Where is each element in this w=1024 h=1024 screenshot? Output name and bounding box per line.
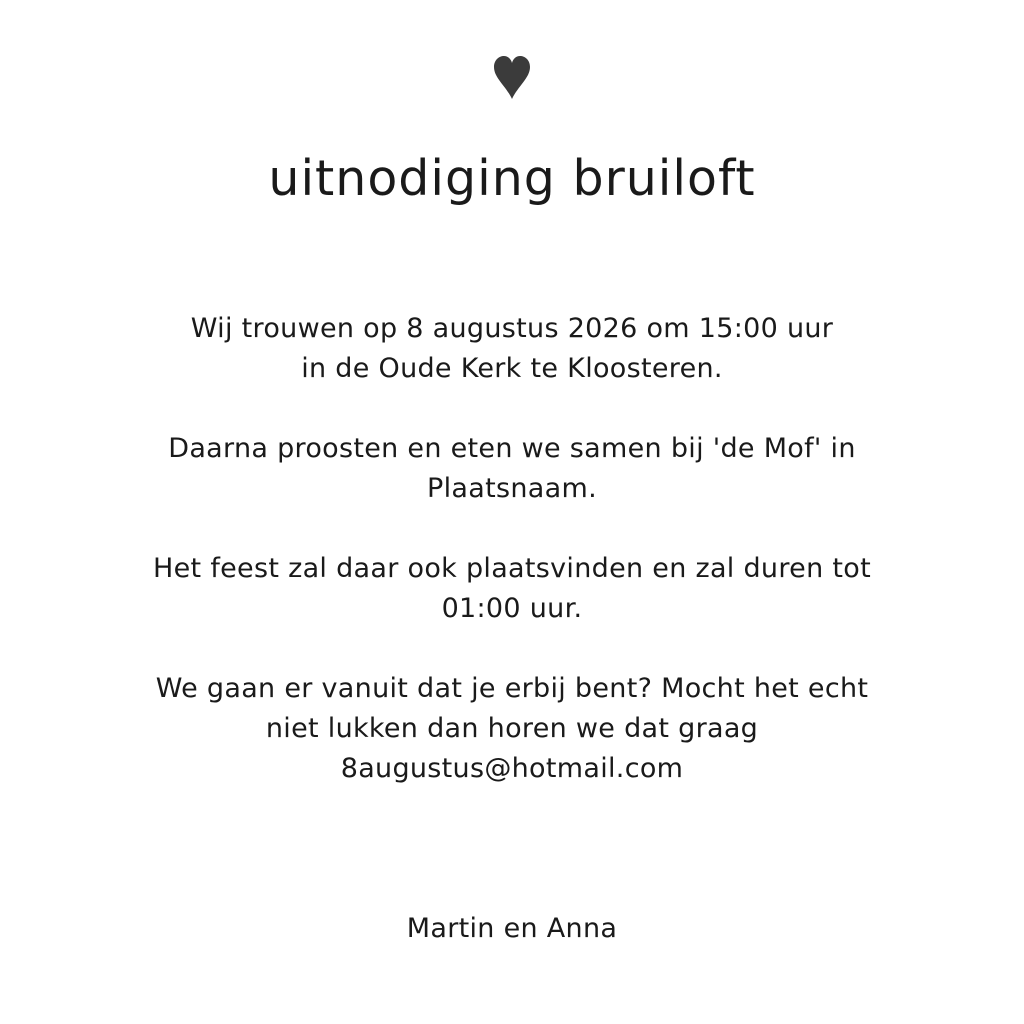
text-line: Het feest zal daar ook plaatsvinden en zal duren tot — [153, 553, 871, 584]
rsvp-paragraph — [90, 669, 934, 789]
text-line: niet lukken dan horen we dat graag — [265, 713, 759, 744]
signature: Martin en Anna — [406, 913, 618, 944]
invitation-title: uitnodiging bruiloft — [268, 150, 756, 207]
text-line: Daarna proosten en eten we samen bij 'de Mof' in — [168, 433, 856, 464]
text-line: 01:00 uur. — [441, 593, 583, 624]
ceremony-paragraph — [90, 309, 934, 389]
contact-email[interactable]: 8augustus@hotmail.com — [340, 753, 684, 784]
text-line: We gaan er vanuit dat je erbij bent? Mocht het echt — [155, 673, 869, 704]
text-line: Wij trouwen op 8 augustus 2026 om 15:00 uur — [190, 313, 834, 344]
text-line: Plaatsnaam. — [427, 473, 597, 504]
dinner-paragraph — [90, 429, 934, 509]
party-paragraph — [90, 549, 934, 629]
heart-icon — [492, 56, 532, 100]
text-line: in de Oude Kerk te Kloosteren. — [301, 353, 723, 384]
invitation-body — [90, 309, 934, 789]
